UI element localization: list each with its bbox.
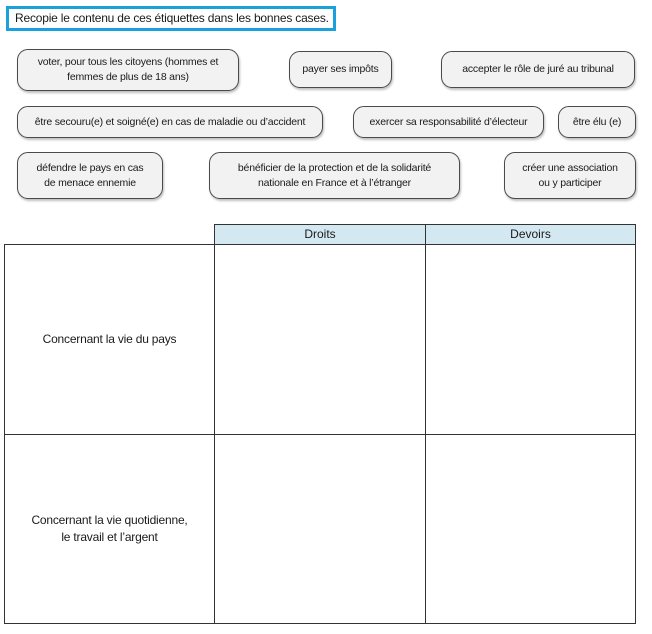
column-header-droits: Droits xyxy=(214,224,426,245)
answer-table xyxy=(4,224,636,624)
label-electeur[interactable]: exercer sa responsabilité d’électeur xyxy=(353,106,544,138)
label-voter[interactable]: voter, pour tous les citoyens (hommes et femmes de plus de 18 ans) xyxy=(17,49,239,91)
cell-vie-quotidienne-droits[interactable] xyxy=(214,434,426,624)
row-label-vie-quotidienne: Concernant la vie quotidienne, le travail et l’argent xyxy=(4,434,215,624)
label-etre-elu[interactable]: être élu (e) xyxy=(558,106,636,138)
row-label-vie-pays: Concernant la vie du pays xyxy=(4,244,215,435)
label-protection-solidarite[interactable]: bénéficier de la protection et de la solidarité nationale en France et à l’étranger xyxy=(209,152,460,199)
label-jure-tribunal[interactable]: accepter le rôle de juré au tribunal xyxy=(441,51,635,88)
cell-vie-pays-devoirs[interactable] xyxy=(425,244,636,435)
instruction-box xyxy=(6,6,336,31)
label-association[interactable]: créer une association ou y participer xyxy=(504,152,636,199)
column-header-devoirs: Devoirs xyxy=(425,224,636,245)
cell-vie-pays-droits[interactable] xyxy=(214,244,426,435)
label-secouru-soigne[interactable]: être secouru(e) et soigné(e) en cas de maladie ou d’accident xyxy=(17,106,323,138)
instruction-text: Recopie le contenu de ces étiquettes dans les bonnes cases. xyxy=(15,11,329,25)
cell-vie-quotidienne-devoirs[interactable] xyxy=(425,434,636,624)
label-payer-impots[interactable]: payer ses impôts xyxy=(289,51,392,88)
label-defendre-pays[interactable]: défendre le pays en cas de menace ennemie xyxy=(17,152,163,199)
